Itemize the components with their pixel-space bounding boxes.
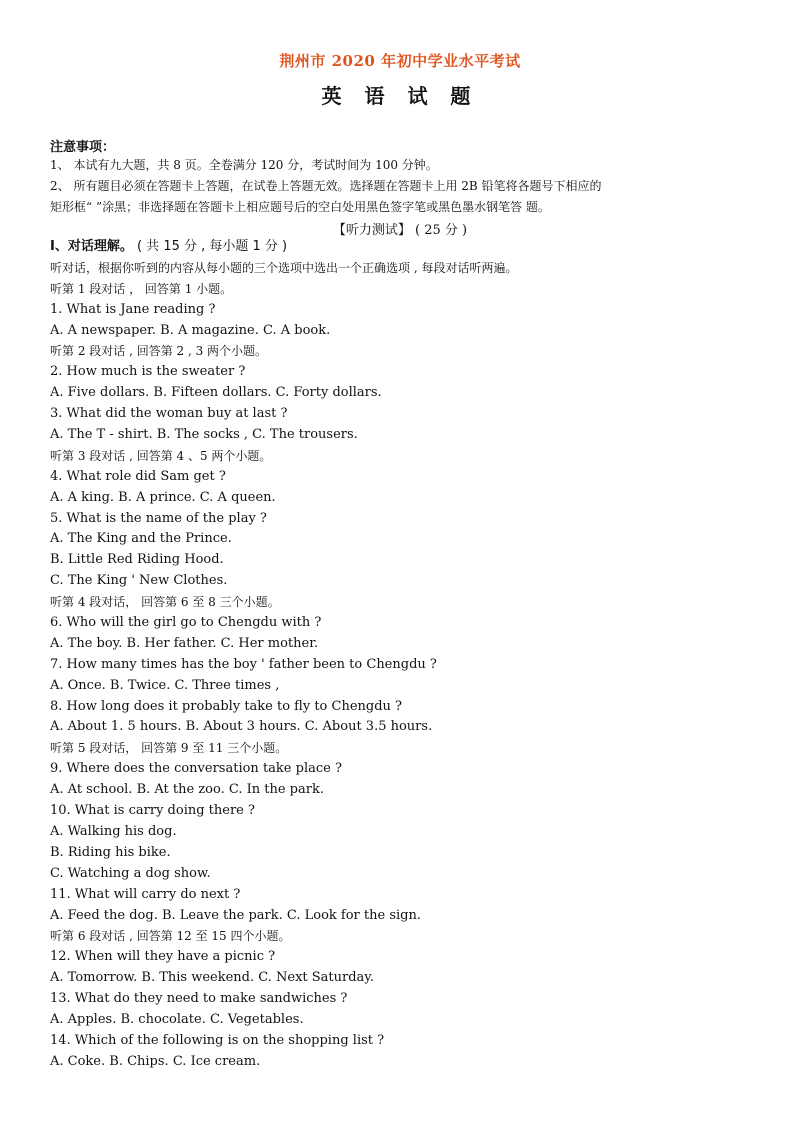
section-title-label: I、对话理解。 xyxy=(50,239,133,254)
question-body xyxy=(50,237,760,1073)
section-title xyxy=(50,237,760,258)
notice-line: 2、 所有题目必须在答题卡上答题，在试卷上答题无效。选择题在答题卡上用 2B 铅笔将各题号下相应的 xyxy=(50,179,602,193)
question-line: C. The King ' New Clothes. xyxy=(50,573,228,589)
question-line: B. Little Red Riding Hood. xyxy=(50,552,224,568)
question-line: 11. What will carry do next ? xyxy=(50,886,241,902)
question-line: A. Tomorrow. B. This weekend. C. Next Saturday. xyxy=(50,970,375,986)
notice-block xyxy=(50,155,755,218)
question-line: 9. Where does the conversation take place ? xyxy=(50,761,342,777)
question-line: 8. How long does it probably take to fly to Chengdu ? xyxy=(50,698,403,714)
question-line: A. Apples. B. chocolate. C. Vegetables. xyxy=(50,1011,304,1027)
question-line: 6. Who will the girl go to Chengdu with ? xyxy=(50,615,322,631)
question-lines xyxy=(50,279,760,1073)
question-line: A. Coke. B. Chips. C. Ice cream. xyxy=(50,1053,261,1069)
question-line: 5. What is the name of the play ? xyxy=(50,510,267,526)
question-line: A. Walking his dog. xyxy=(50,823,177,839)
question-line: 3. What did the woman buy at last ? xyxy=(50,406,288,422)
dialogue-instruction: 听第 6 段对话 , 回答第 12 至 15 四个小题。 xyxy=(50,929,291,944)
question-line: 7. How many times has the boy ' father been to Chengdu ? xyxy=(50,656,437,672)
question-line: A. Five dollars. B. Fifteen dollars. C. Forty dollars. xyxy=(50,385,382,401)
dialogue-instruction: 听第 1 段对话 ， 回答第 1 小题。 xyxy=(50,281,233,296)
question-line: A. A newspaper. B. A magazine. C. A book. xyxy=(50,322,331,338)
section-instruction: 听对话，根据你听到的内容从每小题的三个选项中选出一个正确选项 , 每段对话听两遍。 xyxy=(50,260,518,275)
dialogue-instruction: 听第 3 段对话 , 回答第 4 、5 两个小题。 xyxy=(50,448,272,463)
listening-heading: 【听力测试】 ( 25 分 ) xyxy=(332,223,468,238)
question-line: 10. What is carry doing there ? xyxy=(50,803,255,819)
notice-line: 1、 本试有九大题，共 8 页。全卷满分 120 分，考试时间为 100 分钟。 xyxy=(50,158,438,172)
question-line: C. Watching a dog show. xyxy=(50,865,211,881)
question-line: A. At school. B. At the zoo. C. In the park. xyxy=(50,782,324,798)
question-line: A. About 1. 5 hours. B. About 3 hours. C. About 3.5 hours. xyxy=(50,719,433,735)
question-line: A. Feed the dog. B. Leave the park. C. Look for the sign. xyxy=(50,907,421,923)
question-line: A. The King and the Prince. xyxy=(50,531,232,547)
question-line: A. A king. B. A prince. C. A queen. xyxy=(50,489,276,505)
question-line: 4. What role did Sam get ? xyxy=(50,468,226,484)
question-line: A. Once. B. Twice. C. Three times , xyxy=(50,677,280,693)
section-score: ( 共 15 分 , 每小题 1 分 ) xyxy=(132,239,288,254)
subject-title: 英 语 试 题 xyxy=(321,84,479,108)
notice-title: 注意事项： xyxy=(50,140,116,155)
question-line: 13. What do they need to make sandwiches ? xyxy=(50,991,348,1007)
question-line: 2. How much is the sweater ? xyxy=(50,364,246,380)
dialogue-instruction: 听第 2 段对话 , 回答第 2 , 3 两个小题。 xyxy=(50,344,268,359)
question-line: 12. When will they have a picnic ? xyxy=(50,949,276,965)
exam-title: 荆州市 2020 年初中学业水平考试 xyxy=(279,52,521,70)
question-line: 1. What is Jane reading ? xyxy=(50,301,216,317)
question-line: A. The T - shirt. B. The socks , C. The trousers. xyxy=(50,427,358,443)
dialogue-instruction: 听第 4 段对话， 回答第 6 至 8 三个小题。 xyxy=(50,595,280,610)
dialogue-instruction: 听第 5 段对话， 回答第 9 至 11 三个小题。 xyxy=(50,741,288,756)
question-line: A. The boy. B. Her father. C. Her mother. xyxy=(50,635,319,651)
question-line: 14. Which of the following is on the shopping list ? xyxy=(50,1032,385,1048)
notice-line: 矩形框“ ”涂黑；非选择题在答题卡上相应题号后的空白处用黑色签字笔或黑色墨水钢笔答 题。 xyxy=(50,200,550,214)
question-line: B. Riding his bike. xyxy=(50,844,171,860)
